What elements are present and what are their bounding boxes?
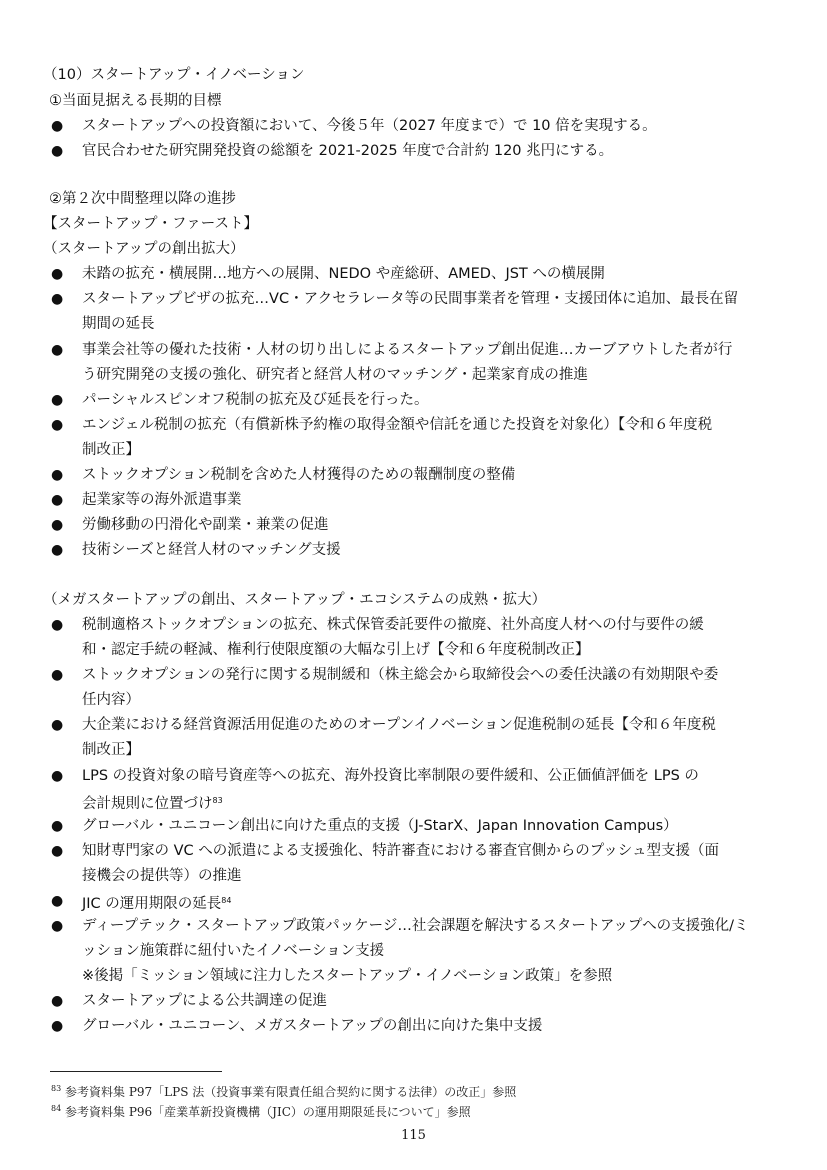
bullet-icon: ● (51, 467, 64, 483)
bullet-icon: ● (51, 492, 64, 508)
list-item: スタートアップへの投資額において、今後５年（2027 年度まで）で 10 倍を実現する。 (82, 118, 657, 134)
list-item-cont: 期間の延長 (82, 316, 155, 332)
bullet-icon: ● (51, 1018, 64, 1034)
bullet-icon: ● (51, 118, 64, 134)
list-item-cont: う研究開発の支援の強化、研究者と経営人材のマッチング・起業家育成の推進 (82, 367, 588, 383)
bullet-icon: ● (51, 617, 64, 633)
list-item: 税制適格ストックオプションの拡充、株式保管委託要件の撤廃、社外高度人材への付与要件の緩 (82, 617, 704, 633)
list-item: ストックオプション税制を含めた人材獲得のための報酬制度の整備 (82, 467, 516, 483)
list-item-cont: 制改正】 (82, 742, 140, 758)
list-item-cont: ッション施策群に紐付いたイノベーション支援 (82, 943, 385, 959)
footnote-number: 84 (51, 1104, 62, 1113)
bullet-icon: ● (51, 342, 64, 358)
list-item: 労働移動の円滑化や副業・兼業の促進 (82, 517, 329, 533)
footnote-ref-83[interactable]: 83 (212, 796, 223, 805)
list-item-text: JIC の運用期限の延長 (82, 896, 222, 912)
list-item-cont: 任内容） (82, 692, 140, 708)
list-item: 技術シーズと経営人材のマッチング支援 (82, 542, 341, 558)
list-item: エンジェル税制の拡充（有償新株予約権の取得金額や信託を通じた投資を対象化）【令和６年度税 (82, 417, 713, 433)
bullet-icon: ● (51, 918, 64, 934)
bullet-icon: ● (51, 993, 64, 1009)
footnote-divider (50, 1071, 222, 1072)
list-item: 起業家等の海外派遣事業 (82, 492, 242, 508)
bullet-icon: ● (51, 143, 64, 159)
bullet-icon: ● (51, 893, 64, 909)
list-item: スタートアップビザの拡充…VC・アクセラレータ等の民間事業者を管理・支援団体に追加、最長在留 (82, 291, 739, 307)
bracket-heading: 【スタートアップ・ファースト】 (43, 216, 259, 232)
list-item: スタートアップによる公共調達の促進 (82, 993, 328, 1009)
list-item-cont: 和・認定手続の軽減、権利行使限度額の大幅な引上げ【令和６年度税制改正】 (82, 642, 590, 658)
list-item: ストックオプションの発行に関する規制緩和（株主総会から取締役会への委任決議の有効期限や委 (82, 667, 719, 683)
bullet-icon: ● (51, 843, 64, 859)
subheading-progress: ②第２次中間整理以降の進捗 (49, 191, 236, 207)
list-item (82, 891, 231, 914)
bullet-icon: ● (51, 818, 64, 834)
list-item: 未踏の拡充・横展開…地方への展開、NEDO や産総研、AMED、JST への横展開 (82, 266, 605, 282)
bullet-icon: ● (51, 768, 64, 784)
bullet-icon: ● (51, 392, 64, 408)
footnote-text: 参考資料集 P96「産業革新投資機構（JIC）の運用期限延長について」参照 (65, 1105, 471, 1119)
bullet-icon: ● (51, 291, 64, 307)
bullet-icon: ● (51, 417, 64, 433)
list-item: LPS の投資対象の暗号資産等への拡充、海外投資比率制限の要件緩和、公正価値評価を LPS の (82, 768, 699, 784)
list-item: 事業会社等の優れた技術・人材の切り出しによるスタートアップ創出促進…カーブアウトした者が行 (82, 342, 733, 358)
list-item-cont-text: 会計規則に位置づけ (82, 796, 213, 812)
list-item-note: ※後掲「ミッション領域に注力したスタートアップ・イノベーション政策」を参照 (82, 968, 613, 984)
list-item: 知財専門家の VC への派遣による支援強化、特許審査における審査官側からのプッシュ型支援（面 (82, 843, 719, 859)
list-item: パーシャルスピンオフ税制の拡充及び延長を行った。 (82, 392, 429, 408)
list-item-cont (82, 791, 223, 814)
subheading-long-term-goals: ①当面見据える長期的目標 (49, 93, 222, 109)
list-item: グローバル・ユニコーン創出に向けた重点的支援（J-StarX、Japan Innovation Campus） (82, 818, 678, 834)
section-title: （10）スタートアップ・イノベーション (43, 67, 305, 83)
group-heading-creation: （スタートアップの創出拡大） (43, 241, 245, 257)
bullet-icon: ● (51, 667, 64, 683)
list-item: 大企業における経営資源活用促進のためのオープンイノベーション促進税制の延長【令和６年度税 (82, 717, 716, 733)
bullet-icon: ● (51, 542, 64, 558)
bullet-icon: ● (51, 517, 64, 533)
footnote-ref-84[interactable]: 84 (221, 896, 232, 905)
list-item: グローバル・ユニコーン、メガスタートアップの創出に向けた集中支援 (82, 1018, 543, 1034)
list-item-cont: 制改正】 (82, 442, 140, 458)
bullet-icon: ● (51, 266, 64, 282)
group-heading-mega: （メガスタートアップの創出、スタートアップ・エコシステムの成熟・拡大） (43, 592, 547, 608)
footnote-number: 83 (51, 1084, 62, 1093)
footnote-text: 参考資料集 P97「LPS 法（投資事業有限責任組合契約に関する法律）の改正」参照 (65, 1085, 517, 1099)
list-item: ディープテック・スタートアップ政策パッケージ…社会課題を解決するスタートアップへの支援強化/ミ (82, 918, 749, 934)
page-number: 115 (401, 1128, 426, 1143)
footnote-84 (51, 1101, 471, 1120)
footnote-83 (51, 1081, 516, 1100)
list-item-cont: 接機会の提供等）の推進 (82, 868, 242, 884)
list-item: 官民合わせた研究開発投資の総額を 2021-2025 年度で合計約 120 兆円にする。 (82, 143, 614, 159)
bullet-icon: ● (51, 717, 64, 733)
